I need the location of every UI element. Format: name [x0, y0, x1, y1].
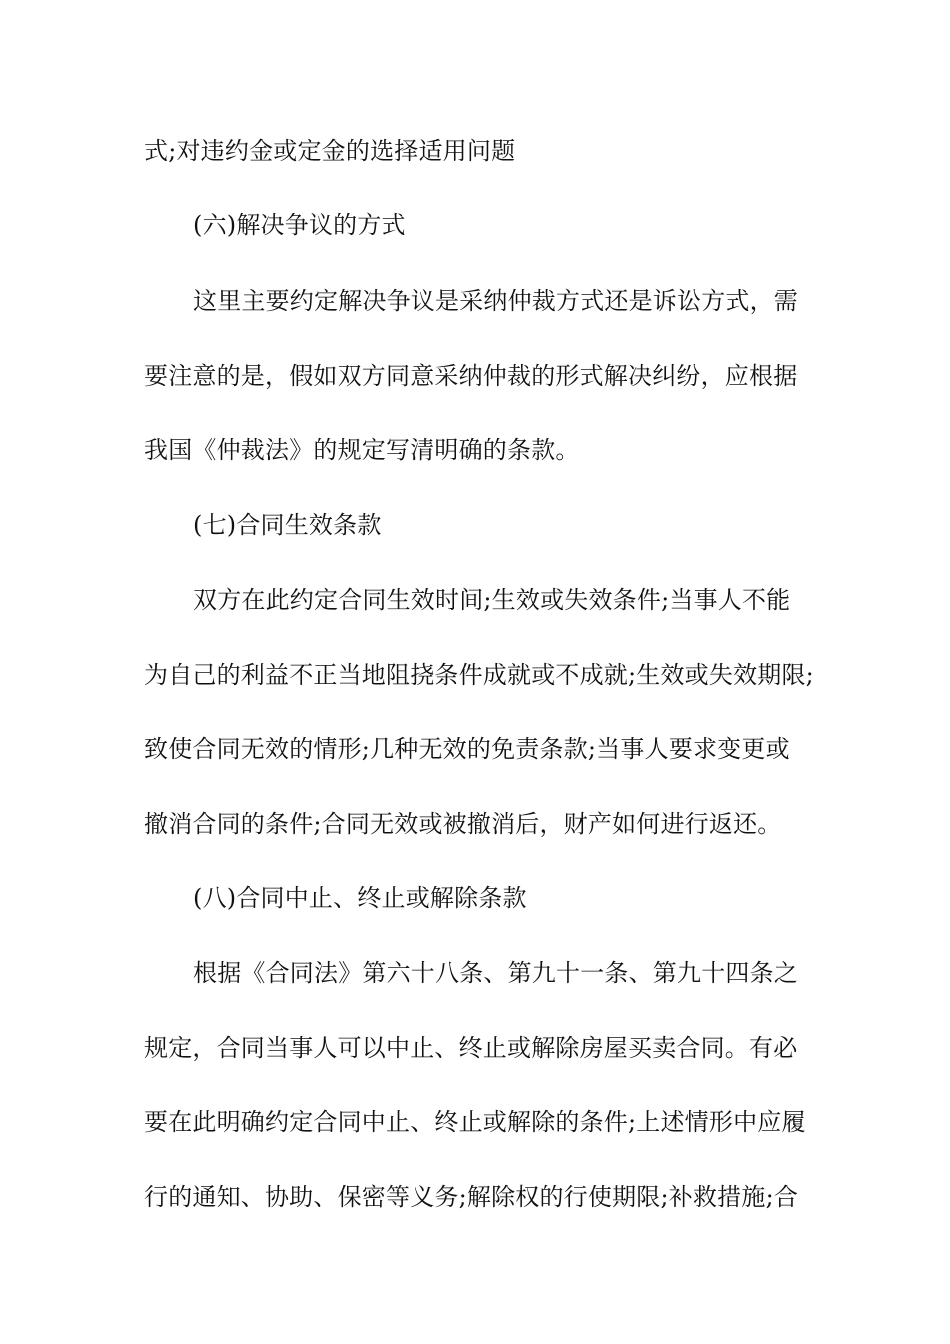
paragraph-line: 根据《合同法》第六十八条、第九十一条、第九十四条之 [193, 959, 798, 987]
paragraph-line: 致使合同无效的情形;几种无效的免责条款;当事人要求变更或 [144, 735, 790, 763]
paragraph-line: 双方在此约定合同生效时间;生效或失效条件;当事人不能 [193, 586, 791, 614]
section-heading-6: (六)解决争议的方式 [193, 211, 406, 239]
paragraph-line: 撤消合同的条件;合同无效或被撤消后，财产如何进行返还。 [144, 810, 782, 838]
section-heading-7: (七)合同生效条款 [193, 511, 382, 539]
paragraph-line: 这里主要约定解决争议是采纳仲裁方式还是诉讼方式，需 [193, 287, 798, 315]
paragraph-line: 规定，合同当事人可以中止、终止或解除房屋买卖合同。有必 [144, 1034, 798, 1062]
paragraph-line: 为自己的利益不正当地阻挠条件成就或不成就;生效或失效期限; [144, 661, 814, 689]
paragraph-line: 行的通知、协助、保密等义务;解除权的行使期限;补救措施;合 [144, 1183, 799, 1211]
paragraph-line: 我国《仲裁法》的规定写清明确的条款。 [144, 436, 580, 464]
section-heading-8: (八)合同中止、终止或解除条款 [193, 884, 527, 912]
paragraph-line: 要注意的是，假如双方同意采纳仲裁的形式解决纠纷，应根据 [144, 362, 798, 390]
paragraph-line: 式;对违约金或定金的选择适用问题 [144, 137, 516, 165]
paragraph-line: 要在此明确约定合同中止、终止或解除的条件;上述情形中应履 [144, 1108, 806, 1136]
